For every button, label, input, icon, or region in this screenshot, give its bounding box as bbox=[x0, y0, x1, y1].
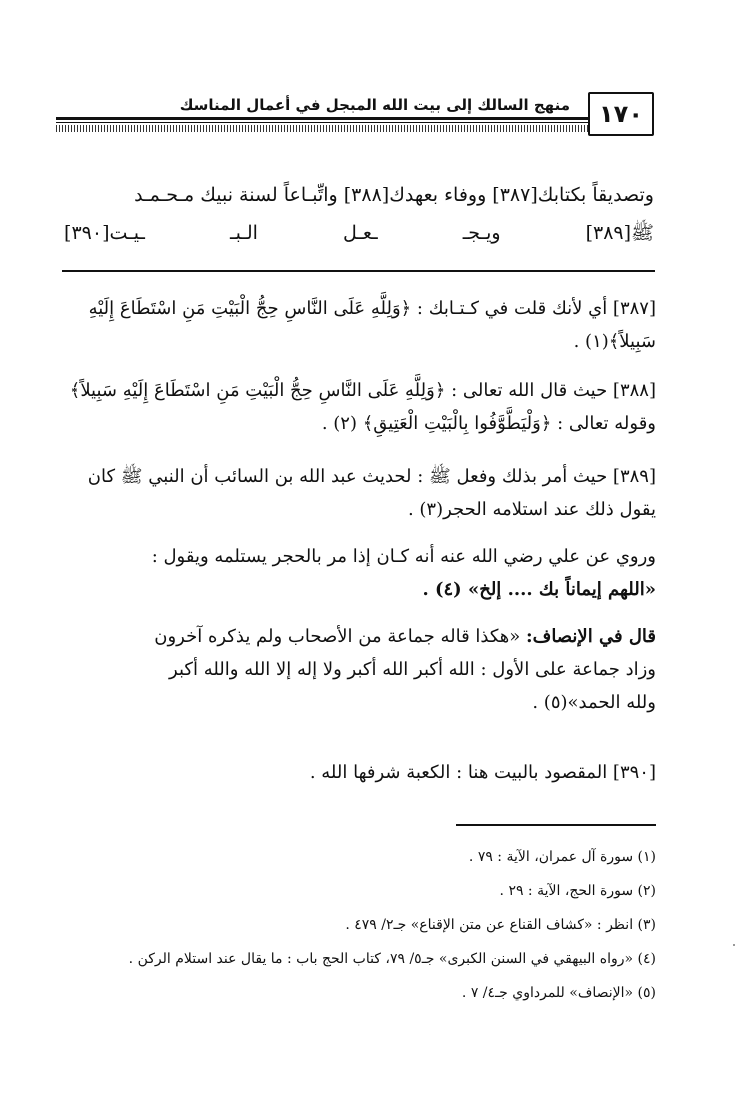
footnote-rule bbox=[456, 824, 656, 826]
note-line: وزاد جماعة على الأول : الله أكبر الله أكبر ولا إله إلا الله والله أكبر bbox=[169, 659, 656, 680]
main-text-line-spread bbox=[64, 214, 654, 252]
header-rule bbox=[56, 117, 588, 120]
note-line: وقوله تعالى : ﴿وَلْيَطَّوَّفُوا بِالْبَيْتِ الْعَتِيقِ﴾ (٢) . bbox=[321, 413, 656, 434]
footnote-3: (٣) انظر : «كشاف القناع عن متن الإقناع» جـ٢/ ٤٧٩ . bbox=[345, 917, 656, 933]
note-line: [٣٨٧] أي لأنك قلت في كـتـابك : ﴿وَلِلَّهِ عَلَى النَّاسِ حِجُّ الْبَيْتِ مَنِ اسْتَطَاعَ إِلَيْهِ bbox=[88, 298, 656, 319]
note-389 bbox=[64, 460, 656, 719]
note-line: ولله الحمد»(٥) . bbox=[532, 692, 656, 713]
text-notes-divider bbox=[62, 270, 655, 272]
main-text-line: وتصديقاً بكتابك[٣٨٧] ووفاء بعهدك[٣٨٨] واتِّبـاعاً لسنة نبيك مـحـمـد bbox=[134, 184, 654, 206]
text-segment: ـيـت[٣٩٠] bbox=[64, 222, 145, 244]
text-segment: ـعـل bbox=[342, 222, 378, 244]
note-388 bbox=[64, 374, 656, 440]
insaf-label: قال في الإنصاف: bbox=[526, 626, 656, 647]
header-hatch-band bbox=[56, 125, 588, 132]
note-line: وروي عن علي رضي الله عنه أنه كـان إذا مر بالحجر يستلمه ويقول : bbox=[151, 546, 656, 567]
note-390 bbox=[64, 756, 656, 789]
footnote-5: (٥) «الإنصاف» للمرداوي جـ٤/ ٧ . bbox=[461, 985, 656, 1001]
note-line: «اللهم إيماناً بك .... إلخ» (٤) . bbox=[422, 579, 656, 600]
scan-speck bbox=[733, 944, 735, 946]
text-segment: ﷺ[٣٨٩] bbox=[585, 222, 654, 244]
page-header bbox=[56, 92, 654, 138]
note-line: [٣٨٩] حيث أمر بذلك وفعل ﷺ : لحديث عبد الله بن السائب أن النبي ﷺ كان bbox=[87, 466, 656, 487]
text-segment: الـبـ bbox=[230, 222, 258, 244]
footnote-2: (٢) سورة الحج، الآية : ٢٩ . bbox=[499, 883, 656, 899]
note-line: يقول ذلك عند استلامه الحجر(٣) . bbox=[407, 499, 656, 520]
note-387 bbox=[64, 292, 656, 358]
note-line: [٣٩٠] المقصود بالبيت هنا : الكعبة شرفها الله . bbox=[309, 762, 656, 783]
footnote-4: (٤) «رواه البيهقي في السنن الكبرى» جـ٥/ ٧٩، كتاب الحج باب : ما يقال عند استلام الركن . bbox=[128, 951, 656, 967]
page-number: ١٧٠ bbox=[588, 92, 654, 136]
note-line: [٣٨٨] حيث قال الله تعالى : ﴿وَلِلَّهِ عَلَى النَّاسِ حِجُّ الْبَيْتِ مَنِ اسْتَطَاعَ إِلَيْهِ سَبِيلاً﴾ bbox=[69, 380, 656, 401]
header-rule-thin bbox=[56, 122, 588, 123]
text-segment: ويـجـ bbox=[462, 222, 501, 244]
note-line: سَبِيلاً﴾(١) . bbox=[573, 331, 656, 352]
footnote-1: (١) سورة آل عمران، الآية : ٧٩ . bbox=[468, 849, 656, 865]
running-title: منهج السالك إلى بيت الله المبجل في أعمال المناسك bbox=[179, 96, 570, 114]
footnotes bbox=[60, 840, 656, 1010]
main-text bbox=[64, 176, 654, 252]
insaf-text: «هكذا قاله جماعة من الأصحاب ولم يذكره آخرون bbox=[154, 626, 527, 647]
insaf-paragraph bbox=[64, 620, 656, 653]
